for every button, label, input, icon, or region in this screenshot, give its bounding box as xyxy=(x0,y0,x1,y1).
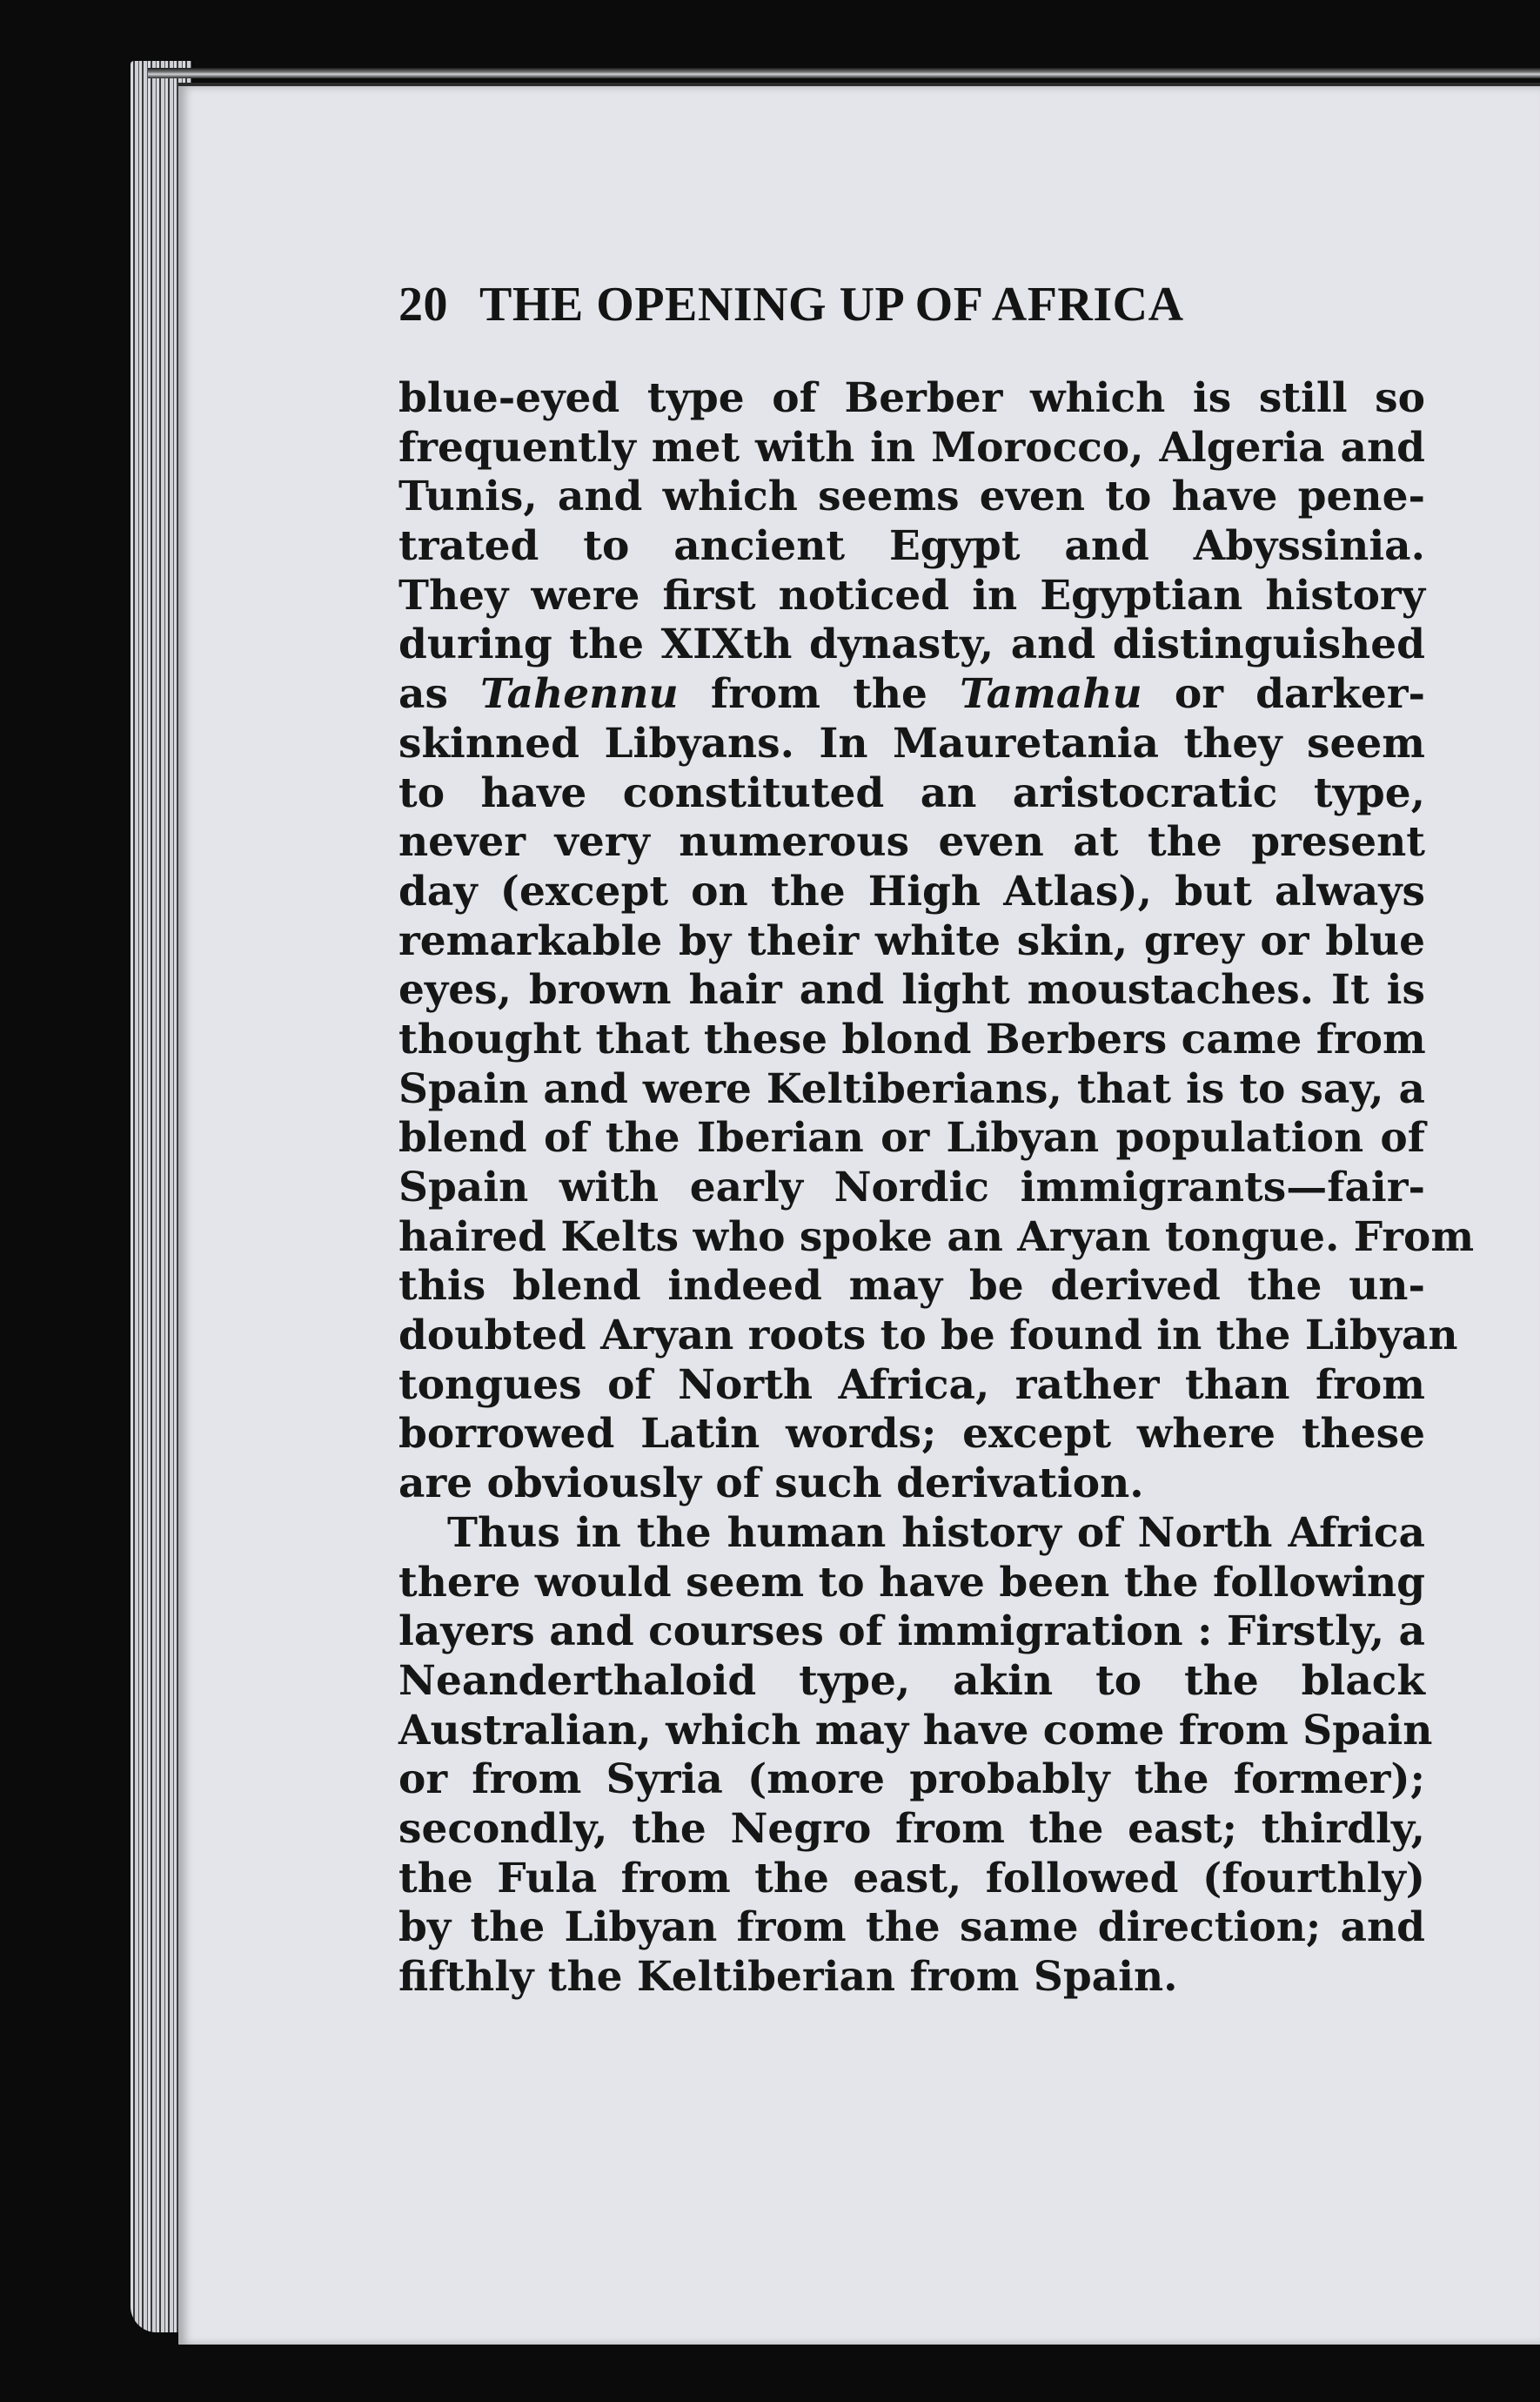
text-line: trated to ancient Egypt and Abyssinia. xyxy=(398,522,1425,571)
text-line: there would seem to have been the following xyxy=(398,1558,1425,1607)
text-line: doubted Aryan roots to be found in the Libyan xyxy=(398,1312,1458,1360)
text-line: day (except on the High Atlas), but always xyxy=(398,867,1425,916)
text-line: during the XIXth dynasty, and distinguished xyxy=(398,621,1425,669)
text-line: never very numerous even at the present xyxy=(398,818,1425,867)
running-head xyxy=(398,277,1425,338)
text-line: skinned Libyans. In Mauretania they seem xyxy=(398,719,1425,768)
text-line: eyes, brown hair and light moustaches. It is xyxy=(398,966,1425,1015)
text-line: Spain and were Keltiberians, that is to say, a xyxy=(398,1064,1425,1113)
running-title: THE OPENING UP OF AFRICA xyxy=(479,278,1184,332)
text-line: tongues of North Africa, rather than from xyxy=(398,1360,1425,1409)
term-tahennu: Tahennu xyxy=(480,670,679,719)
text-line: secondly, the Negro from the east; thirdly, xyxy=(398,1804,1425,1853)
text-fragment: as xyxy=(398,670,481,719)
text-line: to have constituted an aristocratic type, xyxy=(398,768,1425,817)
text-line-italic-terms xyxy=(398,670,1425,720)
text-line: remarkable by their white skin, grey or blue xyxy=(398,916,1425,965)
text-line: borrowed Latin words; except where these xyxy=(398,1410,1425,1459)
text-line: Tunis, and which seems even to have pene- xyxy=(398,473,1425,521)
text-line: the Fula from the east, followed (fourthly) xyxy=(398,1854,1425,1902)
text-line: this blend indeed may be derived the un- xyxy=(398,1262,1425,1311)
text-line: frequently met with in Morocco, Algeria and xyxy=(398,423,1425,472)
text-fragment: or darker- xyxy=(1142,670,1426,719)
text-line: Australian, which may have come from Spain xyxy=(398,1706,1433,1755)
text-line: blend of the Iberian or Libyan population of xyxy=(398,1114,1425,1163)
text-line: blue-eyed type of Berber which is still so xyxy=(398,374,1425,422)
text-line: Neanderthaloid type, akin to the black xyxy=(398,1656,1425,1705)
text-line: by the Libyan from the same direction; and xyxy=(398,1903,1425,1952)
text-line: layers and courses of immigration : Firstly, a xyxy=(398,1607,1425,1656)
page-number: 20 xyxy=(398,278,448,332)
text-line: or from Syria (more probably the former); xyxy=(398,1755,1425,1804)
text-line: They were first noticed in Egyptian history xyxy=(398,571,1425,620)
text-line: thought that these blond Berbers came from xyxy=(398,1015,1426,1063)
text-line: fifthly the Keltiberian from Spain. xyxy=(398,1953,1178,2001)
text-line: haired Kelts who spoke an Aryan tongue. From xyxy=(398,1212,1475,1261)
text-line: Thus in the human history of North Africa xyxy=(447,1508,1425,1557)
page-top-edge xyxy=(148,68,1540,78)
text-line: Spain with early Nordic immigrants—fair- xyxy=(398,1164,1425,1211)
term-tamahu: Tamahu xyxy=(960,670,1142,719)
text-fragment: from the xyxy=(678,670,961,719)
body-text xyxy=(398,374,1475,2003)
text-line: are obviously of such derivation. xyxy=(398,1459,1144,1508)
